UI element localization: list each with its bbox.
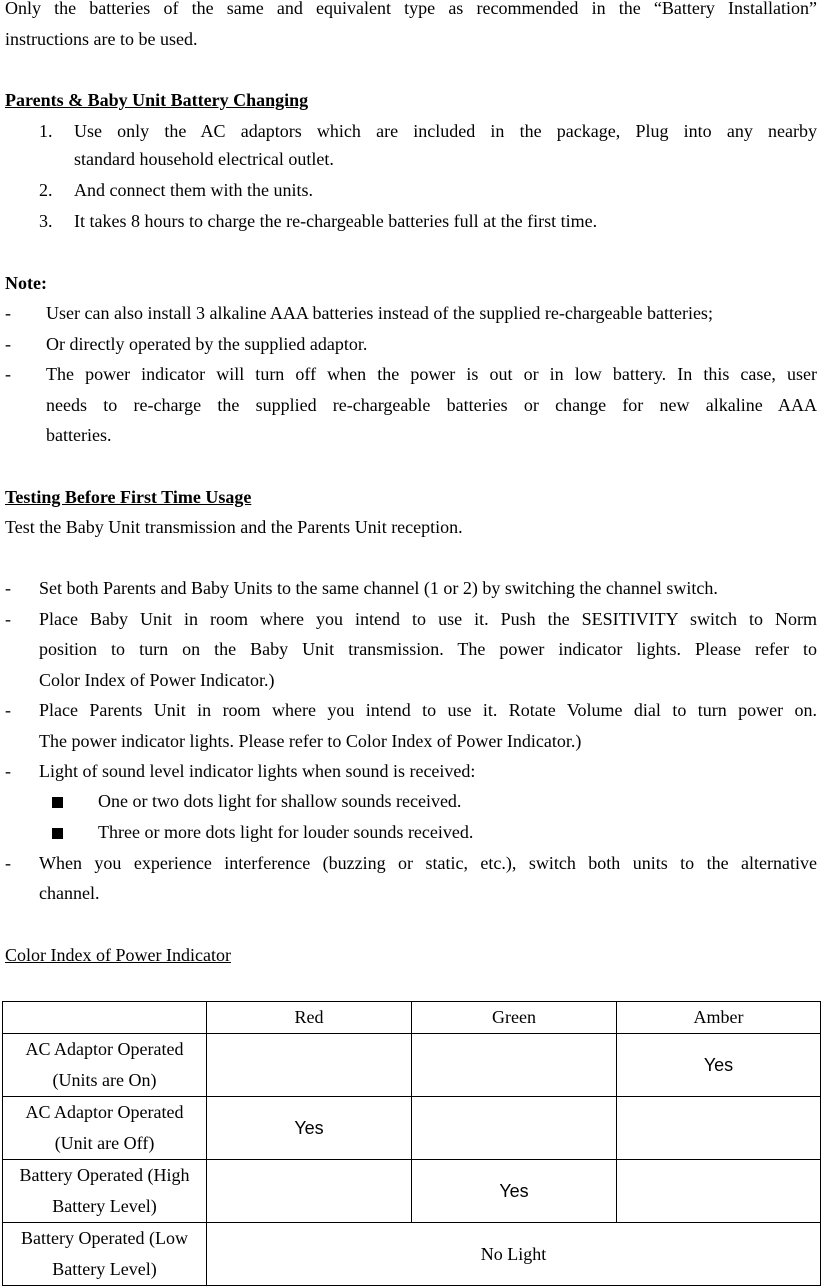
row-label-line: Battery Level) (52, 1196, 157, 1216)
cell-green (412, 1034, 617, 1097)
charging-item-2-line-1: And connect them with the units. (74, 180, 313, 200)
row-label (3, 1097, 207, 1160)
testing-last-dash: - (5, 853, 11, 873)
testing-item-4-line-1: Light of sound level indicator lights when sound is received: (39, 761, 476, 781)
note-item-2-dash: - (5, 334, 11, 354)
note-item-3-line-1: The power indicator will turn off when the power is out or in low battery. In this case, user (46, 364, 817, 384)
header-cell-red: Red (207, 1002, 412, 1034)
row-label-line: Battery Level) (52, 1259, 157, 1279)
testing-item-2-line-1: Place Baby Unit in room where you intend to use it. Push the SESITIVITY switch to Norm (39, 609, 817, 629)
row-label-line: Battery Operated (Low (21, 1228, 188, 1248)
table-row (3, 1034, 821, 1097)
cell-amber (617, 1097, 821, 1160)
header-cell-amber: Amber (617, 1002, 821, 1034)
cell-merged-no-light: No Light (207, 1223, 821, 1286)
row-label (3, 1034, 207, 1097)
cell-red: Yes (207, 1097, 412, 1160)
intro-line-1: Only the batteries of the same and equivalent type as recommended in the “Battery Installation” (5, 0, 817, 18)
cell-red (207, 1034, 412, 1097)
testing-last-line-2: channel. (39, 883, 100, 903)
testing-intro: Test the Baby Unit transmission and the Parents Unit reception. (5, 517, 463, 537)
row-label-line: (Unit are Off) (54, 1133, 155, 1153)
note-item-1-line-1: User can also install 3 alkaline AAA batteries instead of the supplied re-chargeable batteries; (46, 303, 713, 323)
row-label (3, 1223, 207, 1286)
cell-amber (617, 1160, 821, 1223)
table-row (3, 1223, 821, 1286)
testing-item-2-line-2: position to turn on the Baby Unit transmission. The power indicator lights. Please refer to (39, 639, 817, 659)
testing-item-2-line-3: Color Index of Power Indicator.) (39, 670, 275, 690)
row-label (3, 1160, 207, 1223)
square-bullet-icon (52, 828, 63, 839)
header-cell-empty (3, 1002, 207, 1034)
charging-item-3-number: 3. (39, 211, 53, 231)
row-label-line: (Units are On) (52, 1070, 157, 1090)
testing-item-1-dash: - (5, 578, 11, 598)
charging-heading: Parents & Baby Unit Battery Changing (5, 90, 309, 110)
charging-item-3-line-1: It takes 8 hours to charge the re-chargeable batteries full at the first time. (74, 211, 598, 231)
charging-item-1-line-2: standard household electrical outlet. (74, 149, 334, 169)
testing-item-3-line-2: The power indicator lights. Please refer to Color Index of Power Indicator.) (39, 731, 582, 751)
testing-item-1-line-1: Set both Parents and Baby Units to the same channel (1 or 2) by switching the channel switch. (39, 578, 718, 598)
cell-green: Yes (412, 1160, 617, 1223)
intro-line-2: instructions are to be used. (5, 29, 198, 49)
charging-item-1-number: 1. (39, 121, 53, 141)
cell-green (412, 1097, 617, 1160)
table-header-row (3, 1002, 821, 1034)
charging-item-1-line-1: Use only the AC adaptors which are included in the package, Plug into any nearby (74, 121, 817, 141)
square-bullet-icon (52, 797, 63, 808)
note-item-3-line-2: needs to re-charge the supplied re-chargeable batteries or change for new alkaline AAA (46, 395, 817, 415)
testing-subitem-1: One or two dots light for shallow sounds received. (98, 791, 462, 811)
testing-item-4-dash: - (5, 761, 11, 781)
note-item-2-line-1: Or directly operated by the supplied adaptor. (46, 334, 368, 354)
charging-item-2-number: 2. (39, 180, 53, 200)
row-label-line: AC Adaptor Operated (25, 1102, 184, 1122)
color-index-table (2, 1001, 821, 1286)
row-label-line: AC Adaptor Operated (25, 1039, 184, 1059)
note-heading: Note: (5, 273, 47, 293)
testing-item-2-dash: - (5, 609, 11, 629)
testing-item-3-dash: - (5, 700, 11, 720)
note-item-3-dash: - (5, 364, 11, 384)
testing-heading: Testing Before First Time Usage (5, 487, 252, 507)
color-index-heading: Color Index of Power Indicator (5, 945, 231, 965)
testing-last-line-1: When you experience interference (buzzing or static, etc.), switch both units to the alternative (39, 853, 817, 873)
note-item-3-line-3: batteries. (46, 425, 112, 445)
cell-amber: Yes (617, 1034, 821, 1097)
note-item-1-dash: - (5, 303, 11, 323)
table-row (3, 1160, 821, 1223)
testing-item-3-line-1: Place Parents Unit in room where you intend to use it. Rotate Volume dial to turn power on. (39, 700, 817, 720)
cell-red (207, 1160, 412, 1223)
testing-subitem-2: Three or more dots light for louder sounds received. (98, 822, 474, 842)
row-label-line: Battery Operated (High (19, 1165, 190, 1185)
table-row (3, 1097, 821, 1160)
header-cell-green: Green (412, 1002, 617, 1034)
